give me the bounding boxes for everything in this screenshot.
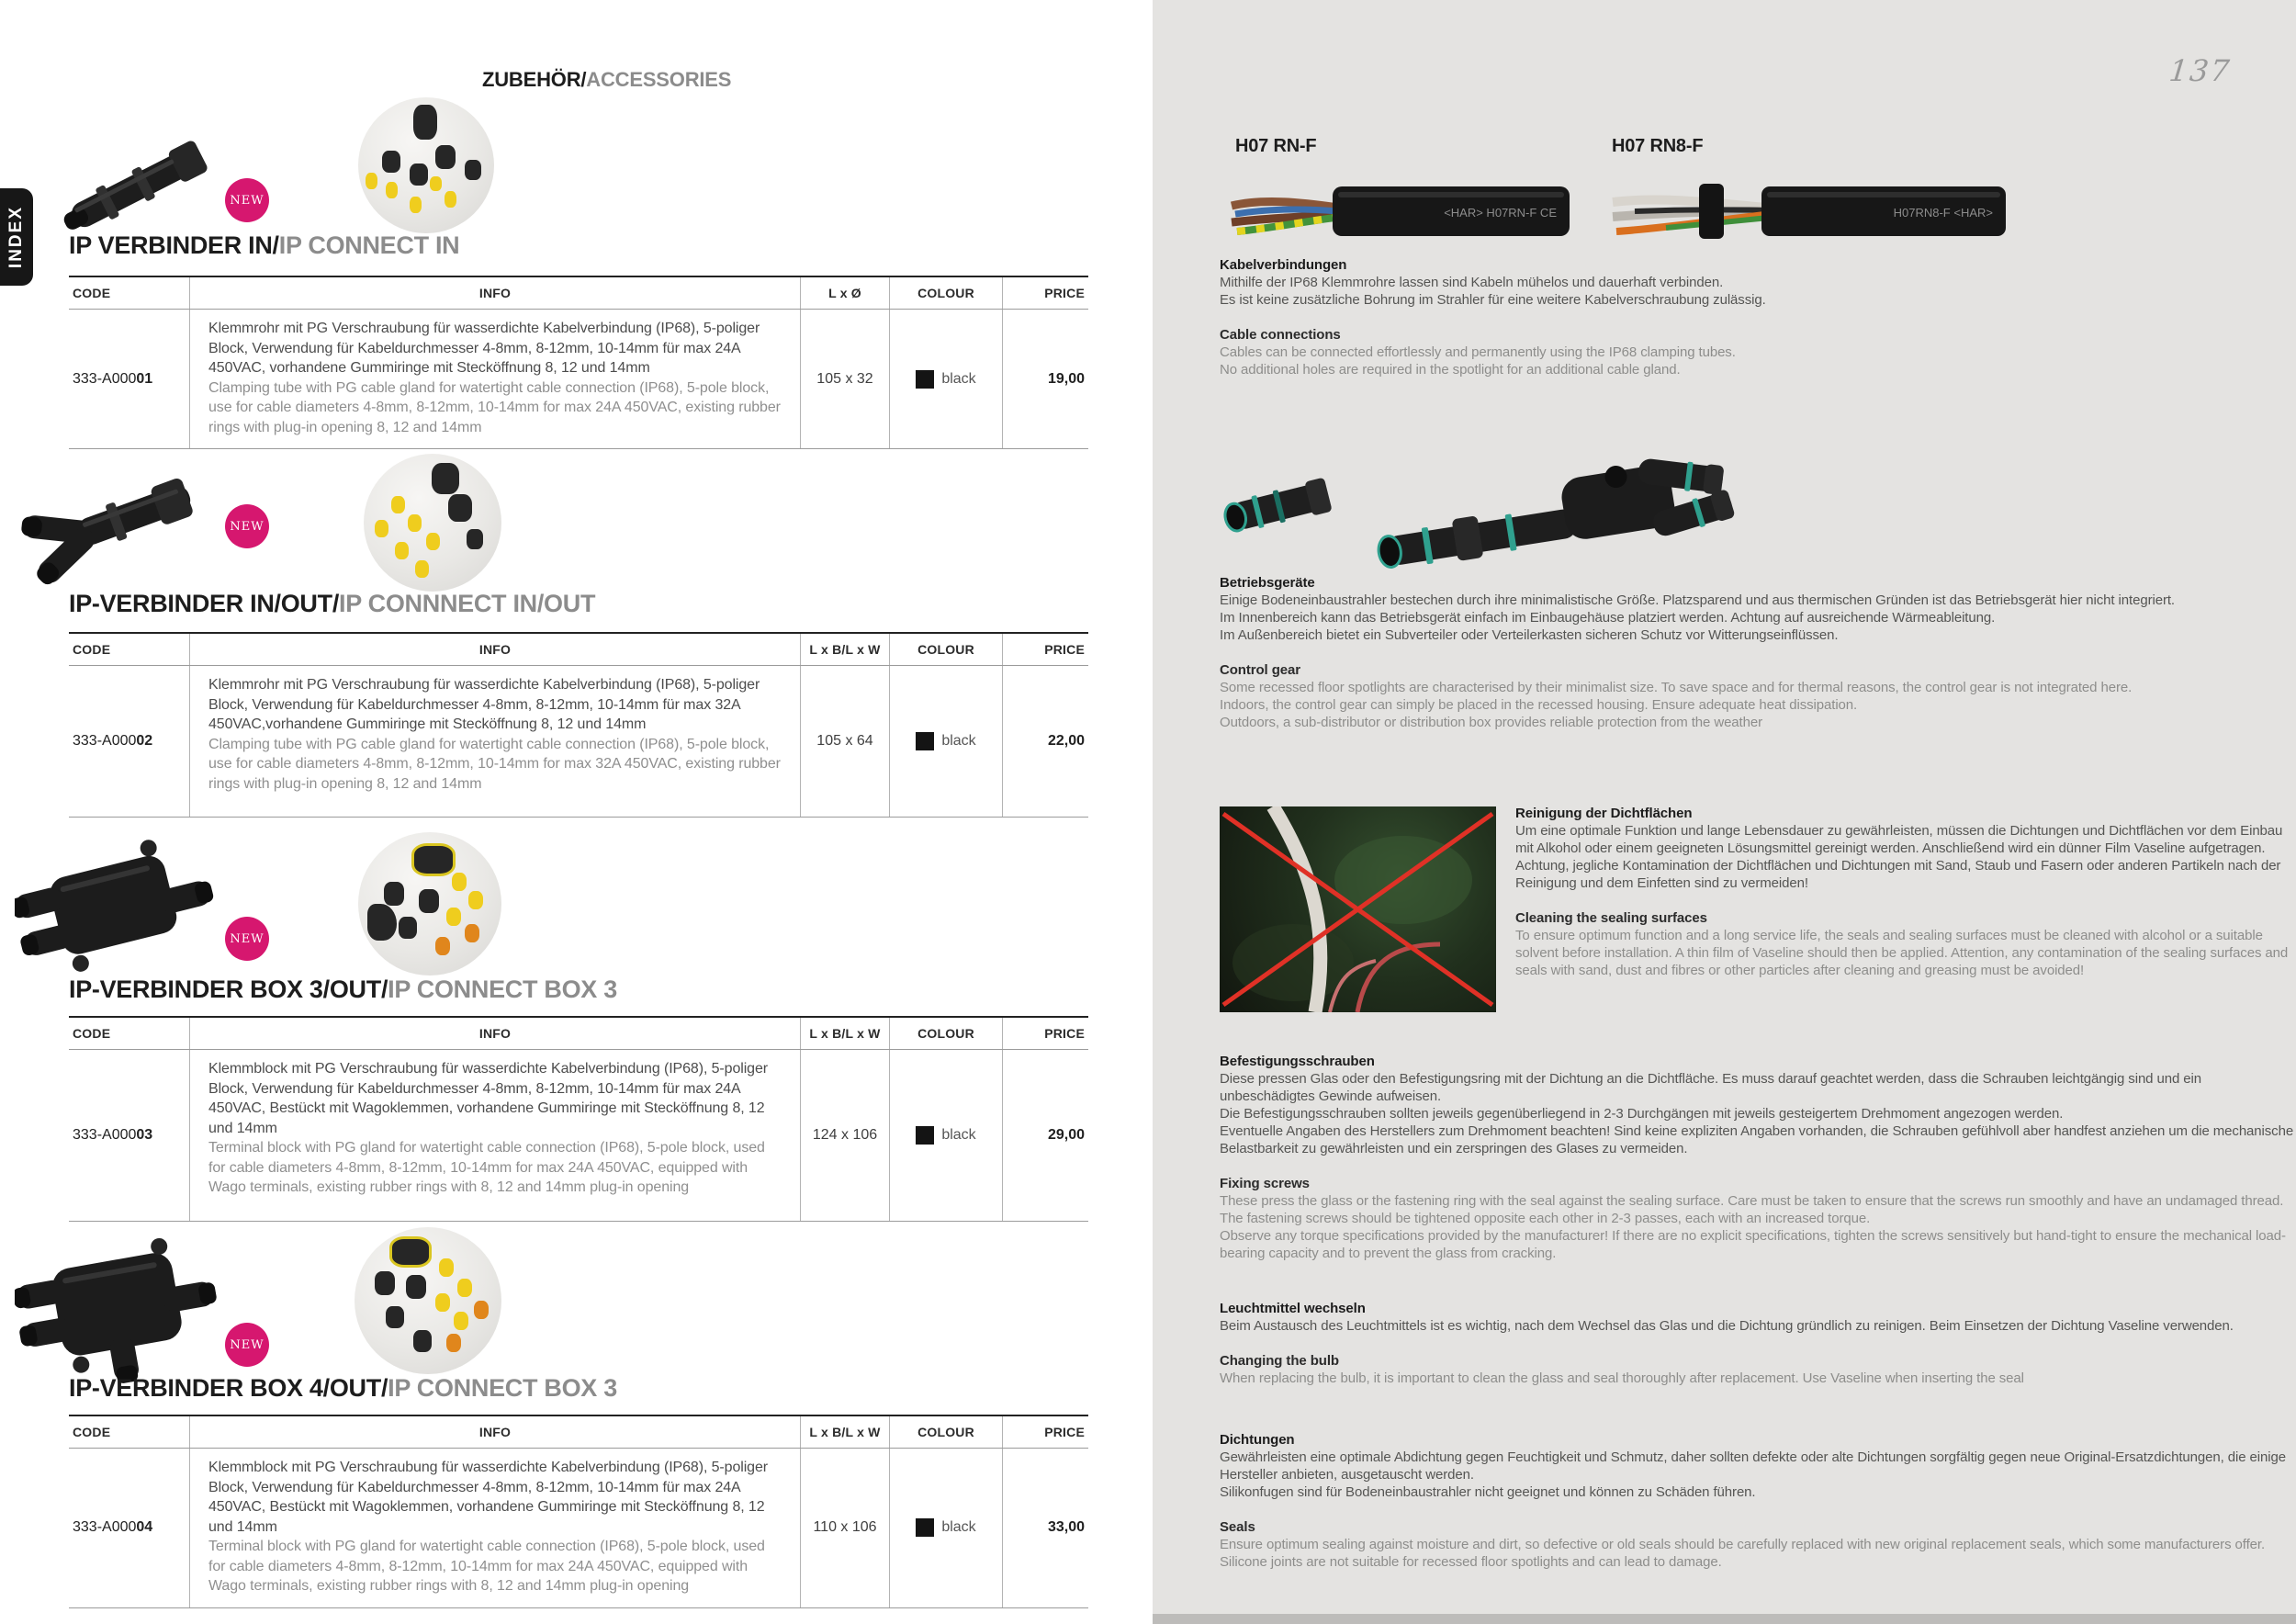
section-title-de: IP VERBINDER IN/: [69, 231, 279, 259]
product-photo-ip-connect-box3: [15, 827, 215, 987]
section-title-en: Seals: [1220, 1519, 1255, 1535]
product-photo-ip-connect-box4: [15, 1227, 219, 1388]
section-title-de: IP-VERBINDER BOX 3/OUT/: [69, 976, 388, 1003]
product-size: 110 x 106: [800, 1449, 889, 1607]
page-number: 137: [2167, 53, 2234, 88]
product-info: [189, 1449, 800, 1607]
product-code: 333-A000 03: [73, 1127, 153, 1143]
text-paragraph: Die Befestigungsschrauben sollten jeweils gegenüberliegend in 2-3 Durchgängen mit jeweils gesteigertem Drehmoment angezogen werden.: [1220, 1106, 2064, 1122]
page-title: [482, 68, 731, 92]
text-line: Indoors, the control gear can simply be placed in the recessed housing. Ensure adequate heat dissipation.: [1220, 697, 1858, 713]
product-detail-photo: [364, 454, 501, 592]
cable-print-h07rnf: <HAR> H07RN-F CE: [1444, 206, 1557, 220]
product-size: 124 x 106: [800, 1050, 889, 1221]
col-header-colour: COLOUR: [889, 1018, 1002, 1049]
col-header-colour: COLOUR: [889, 634, 1002, 665]
section-title-en: Changing the bulb: [1220, 1353, 1339, 1369]
product-colour: [889, 1050, 1002, 1221]
new-badge: [225, 917, 269, 961]
section-fixing-screws: [1220, 1053, 2294, 1262]
product-price: 22,00: [1002, 666, 1088, 817]
text-paragraph: To ensure optimum function and a long service life, the seals and sealing surfaces must be cleaned with alcohol or a suitable solvent before installation. A thin film of Vaseline should then be applied. Attention, any contamination of the sealing surfaces and seals with sand, dust and fibres or other particles after cleaning and greasing must be avoided!: [1515, 928, 2289, 978]
col-header-code: CODE: [73, 286, 111, 300]
text-paragraph: These press the glass or the fastening ring with the seal against the sealing surface. Care must be taken to ensure that the screws run smoothly and have an undamaged thread.: [1220, 1193, 2284, 1209]
info-german: Klemmblock mit PG Verschraubung für wasserdichte Kabelverbindung (IP68), 5-poliger Block, Verwendung für Kabeldurchmesser 4-8mm, 8-12mm, 10-14mm für max 24A 450VAC, Bestückt mit Wagoklemmen, vorhandene Gummiringe mit Stecköffnung 8, 12 und 14mm: [208, 1061, 768, 1136]
text-paragraph: Eventuelle Angaben des Herstellers zum Drehmoment beachten! Sind keine expliziten Angaben vorhanden, die Schrauben gefühlvoll aber handfest anziehen um die mechanische Belastbarkeit zu gewährleisten und ein zerspringen des Glases zu vermeiden.: [1220, 1123, 2294, 1156]
info-english: Clamping tube with PG cable gland for watertight cable connection (IP68), 5-pole block, use for cable diameters 4-8mm, 8-12mm, 10-14mm for max 24A 450VAC, existing rubber rings with plug-in opening 8, 12 and 14mm: [208, 379, 781, 435]
section-title-de: IP-VERBINDER IN/OUT/: [69, 590, 340, 617]
product-price: 19,00: [1002, 310, 1088, 448]
info-english: Clamping tube with PG cable gland for watertight cable connection (IP68), 5-pole block, use for cable diameters 4-8mm, 8-12mm, 10-14mm for max 32A 450VAC, existing rubber rings with plug-in opening 8, 12 and 14mm: [208, 736, 781, 792]
col-header-price: PRICE: [1002, 634, 1088, 665]
connector-photo-inline: [1220, 456, 1341, 558]
section-changing-bulb: [1220, 1300, 2294, 1387]
colour-swatch-black: [916, 1126, 934, 1145]
product-detail-photo: [355, 1227, 501, 1374]
new-badge: [225, 1323, 269, 1367]
table-header-row: [69, 277, 1088, 310]
colour-swatch-black: [916, 370, 934, 389]
page-title-de: ZUBEHÖR/: [482, 68, 587, 91]
colour-swatch-black: [916, 1518, 934, 1537]
text-line: Cables can be connected effortlessly and permanently using the IP68 clamping tubes.: [1220, 344, 1736, 360]
section-title-en: IP CONNECT IN: [278, 231, 460, 259]
section-title-de: IP-VERBINDER BOX 4/OUT/: [69, 1374, 388, 1402]
text-line: Im Innenbereich kann das Betriebsgerät einfach im Einbaugehäuse platziert werden. Achtung auf ausreichende Wärmeableitung.: [1220, 610, 1996, 626]
page-title-en: ACCESSORIES: [586, 68, 732, 91]
text-line: No additional holes are required in the spotlight for an additional cable gland.: [1220, 362, 1681, 378]
product-photo-ip-connect-in-out: [20, 452, 208, 597]
col-header-code: CODE: [73, 642, 111, 657]
section-title-en: Fixing screws: [1220, 1176, 1310, 1191]
text-line: Some recessed floor spotlights are characterised by their minimalist size. To save space and for thermal reasons, the control gear is not integrated here.: [1220, 680, 2133, 695]
col-header-size: L x Ø: [800, 277, 889, 309]
col-header-size: L x B/L x W: [800, 1416, 889, 1448]
info-german: Klemmrohr mit PG Verschraubung für wasserdichte Kabelverbindung (IP68), 5-poliger Block, Verwendung für Kabeldurchmesser 4-8mm, 8-12mm, 10-14mm für max 32A 450VAC,vorhandene Gummiringe mit Stecköffnung 8, 12 und 14mm: [208, 677, 760, 732]
section-seals: [1220, 1431, 2294, 1571]
colour-label: black: [941, 1127, 976, 1143]
text-line: Im Außenbereich bietet ein Subverteiler oder Verteilerkasten sicheren Schutz vor Witterungseinflüssen.: [1220, 627, 1839, 643]
text-paragraph: Observe any torque specifications provided by the manufacturer! If there are no explicit specifications, tighten the screws sensitively but hand-tight to ensure the mechanical load-bearing capacity and to prevent the glass from cracking.: [1220, 1228, 2286, 1261]
col-header-price: PRICE: [1002, 277, 1088, 309]
section-title-de: Dichtungen: [1220, 1432, 1295, 1448]
product-colour: [889, 666, 1002, 817]
section-title-de: Leuchtmittel wechseln: [1220, 1301, 1366, 1316]
col-header-colour: COLOUR: [889, 1416, 1002, 1448]
text-line: Es ist keine zusätzliche Bohrung im Strahler für eine weitere Kabelverschraubung zulässig.: [1220, 292, 1766, 308]
table-header-row: [69, 1416, 1088, 1449]
text-paragraph: Diese pressen Glas oder den Befestigungsring mit der Dichtung an die Dichtfläche. Es muss darauf geachtet werden, dass die Schrauben leichtgängig sind und ein unbeschädigtes Gewinde aufweisen.: [1220, 1071, 2202, 1104]
text-paragraph: Beim Austausch des Leuchtmittels ist es wichtig, nach dem Wechsel das Glas und die Dichtung gründlich zu reinigen. Beim Einsetzen der Dichtung Vaseline verwenden.: [1220, 1318, 2234, 1334]
product-code: 333-A000 01: [73, 370, 153, 387]
product-table-4: [69, 1415, 1088, 1608]
product-photo-ip-connect-in: [53, 138, 214, 241]
new-badge-label: NEW: [230, 519, 264, 534]
product-code: 333-A000 04: [73, 1519, 153, 1536]
section-title-ip-connect-in-out: [69, 590, 595, 618]
product-detail-photo: [358, 97, 494, 233]
cable-photo-h07rnf: [1226, 180, 1573, 242]
text-paragraph: Gewährleisten eine optimale Abdichtung gegen Feuchtigkeit und Schmutz, daher sollten defekte oder alte Dichtungen sorgfältig gegen neue Original-Ersatzdichtungen, die einige Hersteller anbieten, ausgetauscht werden.: [1220, 1449, 2286, 1483]
col-header-price: PRICE: [1002, 1416, 1088, 1448]
new-badge-label: NEW: [230, 931, 264, 946]
table-header-row: [69, 1018, 1088, 1050]
section-title-ip-connect-in: [69, 231, 459, 260]
info-german: Klemmrohr mit PG Verschraubung für wasserdichte Kabelverbindung (IP68), 5-poliger Block, Verwendung für Kabeldurchmesser 4-8mm, 8-12mm, 10-14mm für max 24A 450VAC, vorhandene Gummiringe mit Stecköffnung 8, 12 und 14mm: [208, 321, 760, 376]
product-info: [189, 1050, 800, 1221]
text-paragraph: Ensure optimum sealing against moisture and dirt, so defective or old seals should be carefully replaced with new original replacement seals, which some manufacturers offer.: [1220, 1537, 2266, 1552]
colour-label: black: [941, 1519, 976, 1536]
connector-photo-y-branch: [1367, 434, 1741, 582]
product-code: 333-A000 02: [73, 733, 153, 749]
section-title-en: IP CONNNECT IN/OUT: [339, 590, 596, 617]
col-header-price: PRICE: [1002, 1018, 1088, 1049]
product-info: [189, 666, 800, 817]
table-row: [69, 666, 1088, 818]
text-line: Einige Bodeneinbaustrahler bestechen durch ihre minimalistische Größe. Platzsparend und aus thermischen Gründen ist das Betriebsgerät hier nicht integriert.: [1220, 592, 2175, 608]
text-paragraph: Silicone joints are not suitable for recessed floor spotlights and can lead to damage.: [1220, 1554, 1722, 1570]
table-row: [69, 1050, 1088, 1222]
info-english: Terminal block with PG gland for watertight cable connection (IP68), 5-pole block, used for cable diameters 4-8mm, 8-12mm, 10-14mm for max 24A 450VAC, equipped with Wago terminals, existing rubber rings with 8, 12 and 14mm plug-in opening: [208, 1140, 765, 1195]
product-size: 105 x 32: [800, 310, 889, 448]
section-title-de: Betriebsgeräte: [1220, 575, 1315, 591]
section-title-de: Befestigungsschrauben: [1220, 1054, 1375, 1069]
text-paragraph: Um eine optimale Funktion und lange Lebensdauer zu gewährleisten, müssen die Dichtungen und Dichtflächen vor dem Einbau mit Alkohol oder einem geeigneten Lösungsmittel gereinigt werden. Anschließend wird ein dünner Film Vaseline aufgetragen.: [1515, 823, 2283, 856]
table-row: [69, 1449, 1088, 1608]
product-size: 105 x 64: [800, 666, 889, 817]
section-title-en: Cleaning the sealing surfaces: [1515, 910, 1707, 926]
product-colour: [889, 310, 1002, 448]
section-title-ip-connect-box4: [69, 1374, 617, 1403]
col-header-size: L x B/L x W: [800, 1018, 889, 1049]
section-title-en: Cable connections: [1220, 327, 1341, 343]
text-paragraph: The fastening screws should be tightened opposite each other in 2-3 passes, each with an increased torque.: [1220, 1211, 1871, 1226]
colour-label: black: [941, 370, 976, 387]
info-german: Klemmblock mit PG Verschraubung für wasserdichte Kabelverbindung (IP68), 5-poliger Block, Verwendung für Kabeldurchmesser 4-8mm, 8-12mm, 10-14mm für max 24A 450VAC, Bestückt mit Wagoklemmen, vorhandene Gummiringe mit Stecköffnung 8, 12 und 14mm: [208, 1460, 768, 1535]
table-row: [69, 310, 1088, 449]
new-badge: [225, 178, 269, 222]
section-title-en: Control gear: [1220, 662, 1300, 678]
col-header-size: L x B/L x W: [800, 634, 889, 665]
product-table-2: [69, 632, 1088, 818]
colour-swatch-black: [916, 732, 934, 750]
colour-label: black: [941, 733, 976, 749]
cable-photo-h07rn8f: [1607, 180, 2013, 242]
product-detail-photo: [358, 832, 501, 976]
index-tab-label: INDEX: [6, 205, 26, 269]
section-cleaning-sealing-surfaces: [1515, 805, 2290, 979]
col-header-info: INFO: [189, 277, 800, 309]
cable-heading-h07rn8f: H07 RN8-F: [1612, 136, 1704, 156]
col-header-colour: COLOUR: [889, 277, 1002, 309]
new-badge-label: NEW: [230, 193, 264, 208]
info-english: Terminal block with PG gland for watertight cable connection (IP68), 5-pole block, used for cable diameters 4-8mm, 8-12mm, 10-14mm for max 24A 450VAC, equipped with Wago terminals, existing rubber rings with 8, 12 and 14mm plug-in opening: [208, 1539, 765, 1594]
text-paragraph: When replacing the bulb, it is important to clean the glass and seal thoroughly after replacement. Use Vaseline when inserting the seal: [1220, 1370, 2024, 1386]
section-title-ip-connect-box3: [69, 976, 617, 1004]
cable-print-h07rn8f: H07RN8-F <HAR>: [1893, 206, 1993, 220]
section-title-de: Reinigung der Dichtflächen: [1515, 806, 1693, 821]
col-header-info: INFO: [189, 1416, 800, 1448]
section-title-en: IP CONNECT BOX 3: [388, 1374, 617, 1402]
section-title-en: IP CONNECT BOX 3: [388, 976, 617, 1003]
index-tab[interactable]: [0, 188, 33, 286]
crossed-out-sealing-photo: [1220, 806, 1496, 1012]
page-bottom-strip: [1153, 1614, 2296, 1624]
new-badge: [225, 504, 269, 548]
section-title-de: Kabelverbindungen: [1220, 257, 1347, 273]
text-paragraph: Silikonfugen sind für Bodeneinbaustrahler nicht geeignet und können zu Schäden führen.: [1220, 1484, 1756, 1500]
text-line: Mithilfe der IP68 Klemmrohre lassen sind Kabeln mühelos und dauerhaft verbinden.: [1220, 275, 1724, 290]
col-header-code: CODE: [73, 1026, 111, 1041]
product-table-3: [69, 1016, 1088, 1222]
text-paragraph: Achtung, jegliche Kontamination der Dichtflächen und Dichtungen mit Sand, Staub und Fasern oder anderen Partikeln nach der Reinigung und dem Einfetten sind zu vermeiden!: [1515, 858, 2281, 891]
product-colour: [889, 1449, 1002, 1607]
col-header-info: INFO: [189, 1018, 800, 1049]
section-control-gear: [1220, 574, 2290, 731]
new-badge-label: NEW: [230, 1337, 264, 1352]
col-header-code: CODE: [73, 1425, 111, 1439]
product-table-1: [69, 276, 1088, 449]
product-info: [189, 310, 800, 448]
table-header-row: [69, 634, 1088, 666]
text-line: Outdoors, a sub-distributor or distribution box provides reliable protection from the weather: [1220, 715, 1763, 730]
product-price: 33,00: [1002, 1449, 1088, 1607]
section-cable-connections: [1220, 256, 2290, 378]
col-header-info: INFO: [189, 634, 800, 665]
cable-heading-h07rnf: H07 RN-F: [1235, 136, 1317, 156]
product-price: 29,00: [1002, 1050, 1088, 1221]
